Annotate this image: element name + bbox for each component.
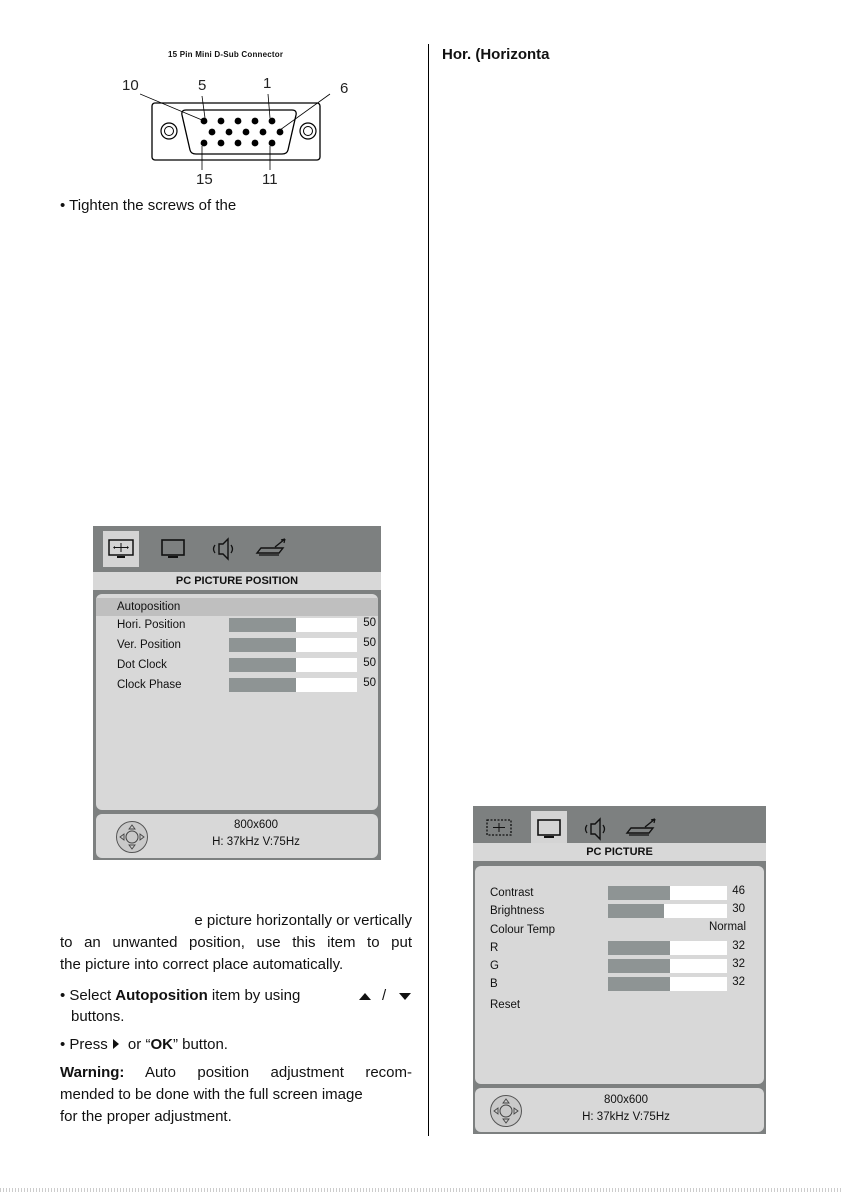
sound-icon[interactable] xyxy=(207,531,243,567)
brightness-slider[interactable] xyxy=(608,904,727,918)
contrast-value: 46 xyxy=(732,885,745,897)
warning-line-3: for the proper adjustment. xyxy=(60,1108,232,1125)
menu-item-autoposition[interactable]: Autoposition xyxy=(117,601,181,613)
navigation-pad-icon xyxy=(490,1095,522,1127)
menu-item-contrast[interactable]: Contrast xyxy=(490,887,534,899)
resolution-text: 800x600 xyxy=(603,1094,649,1106)
osd-icon-bar xyxy=(93,526,381,570)
contrast-slider[interactable] xyxy=(608,886,727,900)
warning-line-1: Warning: Auto position adjustment recom- xyxy=(60,1064,412,1081)
pin-label-10: 10 xyxy=(122,77,139,94)
clock-phase-value: 50 xyxy=(363,677,376,689)
press-ok-instruction: • Press or “OK” button. xyxy=(60,1036,228,1053)
horizontal-heading: Hor. (Horizonta xyxy=(442,46,550,63)
menu-item-g[interactable]: G xyxy=(490,960,499,972)
osd-status-panel-2 xyxy=(475,1088,764,1132)
tighten-screws-text: • Tighten the screws of the xyxy=(60,197,237,214)
navigation-pad-icon xyxy=(116,821,148,853)
menu-item-clock-phase[interactable]: Clock Phase xyxy=(117,679,182,691)
frequency-text: H: 37kHz V:75Hz xyxy=(582,1111,670,1123)
down-arrow-icon xyxy=(398,991,412,1001)
sound-icon[interactable] xyxy=(579,811,615,847)
pin-label-15: 15 xyxy=(196,171,213,188)
osd-menu-title: PC PICTURE POSITION xyxy=(93,572,381,590)
select-autoposition-instruction: • Select Autoposition item by using xyxy=(60,987,301,1004)
buttons-word: buttons. xyxy=(71,1008,125,1025)
picture-icon[interactable] xyxy=(155,531,191,567)
osd-menu-panel-2 xyxy=(475,866,764,1084)
arrow-slash: / xyxy=(382,987,387,1004)
osd-menu-title-2: PC PICTURE xyxy=(473,843,766,861)
r-value: 32 xyxy=(732,940,745,952)
osd-menu-panel xyxy=(96,594,378,810)
pin-label-1: 1 xyxy=(263,75,272,92)
r-slider[interactable] xyxy=(608,941,727,955)
autopos-para-line-1: e picture horizontally or vertically xyxy=(194,912,412,929)
osd-status-panel xyxy=(96,814,378,858)
autopos-para-line-2: to an unwanted position, use this item to put xyxy=(60,934,412,951)
pin-label-11: 11 xyxy=(262,171,278,188)
picture-icon[interactable] xyxy=(531,811,567,847)
autopos-para-line-3: the picture into correct place automatically. xyxy=(60,956,344,973)
b-value: 32 xyxy=(732,976,745,988)
b-slider[interactable] xyxy=(608,977,727,991)
pin-label-6: 6 xyxy=(340,80,349,97)
clock-phase-slider[interactable] xyxy=(229,678,357,692)
hori-position-value: 50 xyxy=(363,617,376,629)
menu-item-reset[interactable]: Reset xyxy=(490,999,521,1011)
hori-position-slider[interactable] xyxy=(229,618,357,632)
menu-item-ver-position[interactable]: Ver. Position xyxy=(117,639,181,651)
features-icon[interactable] xyxy=(623,811,659,847)
osd-pc-picture xyxy=(473,806,766,1134)
up-arrow-icon xyxy=(358,991,372,1001)
menu-item-b[interactable]: B xyxy=(490,978,498,990)
resolution-text: 800x600 xyxy=(233,819,279,831)
g-slider[interactable] xyxy=(608,959,727,973)
position-icon[interactable] xyxy=(481,811,517,847)
features-icon[interactable] xyxy=(253,531,289,567)
menu-item-r[interactable]: R xyxy=(490,942,499,954)
menu-item-hori-position[interactable]: Hori. Position xyxy=(117,619,186,631)
position-icon[interactable] xyxy=(103,531,139,567)
colour-temp-value: Normal xyxy=(708,921,746,933)
dot-clock-value: 50 xyxy=(363,657,376,669)
ver-position-value: 50 xyxy=(363,637,376,649)
menu-item-dot-clock[interactable]: Dot Clock xyxy=(117,659,167,671)
osd-pc-picture-position xyxy=(93,526,381,860)
dot-clock-slider[interactable] xyxy=(229,658,357,672)
right-arrow-icon xyxy=(111,1038,121,1050)
dsub-connector-diagram xyxy=(140,90,350,170)
page-bottom-edge xyxy=(0,1188,841,1192)
brightness-value: 30 xyxy=(732,903,745,915)
g-value: 32 xyxy=(732,958,745,970)
column-divider xyxy=(428,44,429,1136)
pin-label-5: 5 xyxy=(198,77,207,94)
frequency-text: H: 37kHz V:75Hz xyxy=(212,836,300,848)
menu-item-brightness[interactable]: Brightness xyxy=(490,905,545,917)
menu-item-colour-temp[interactable]: Colour Temp xyxy=(490,924,555,936)
warning-line-2: mended to be done with the full screen image xyxy=(60,1086,363,1103)
ver-position-slider[interactable] xyxy=(229,638,357,652)
connector-title: 15 Pin Mini D-Sub Connector xyxy=(168,50,284,59)
